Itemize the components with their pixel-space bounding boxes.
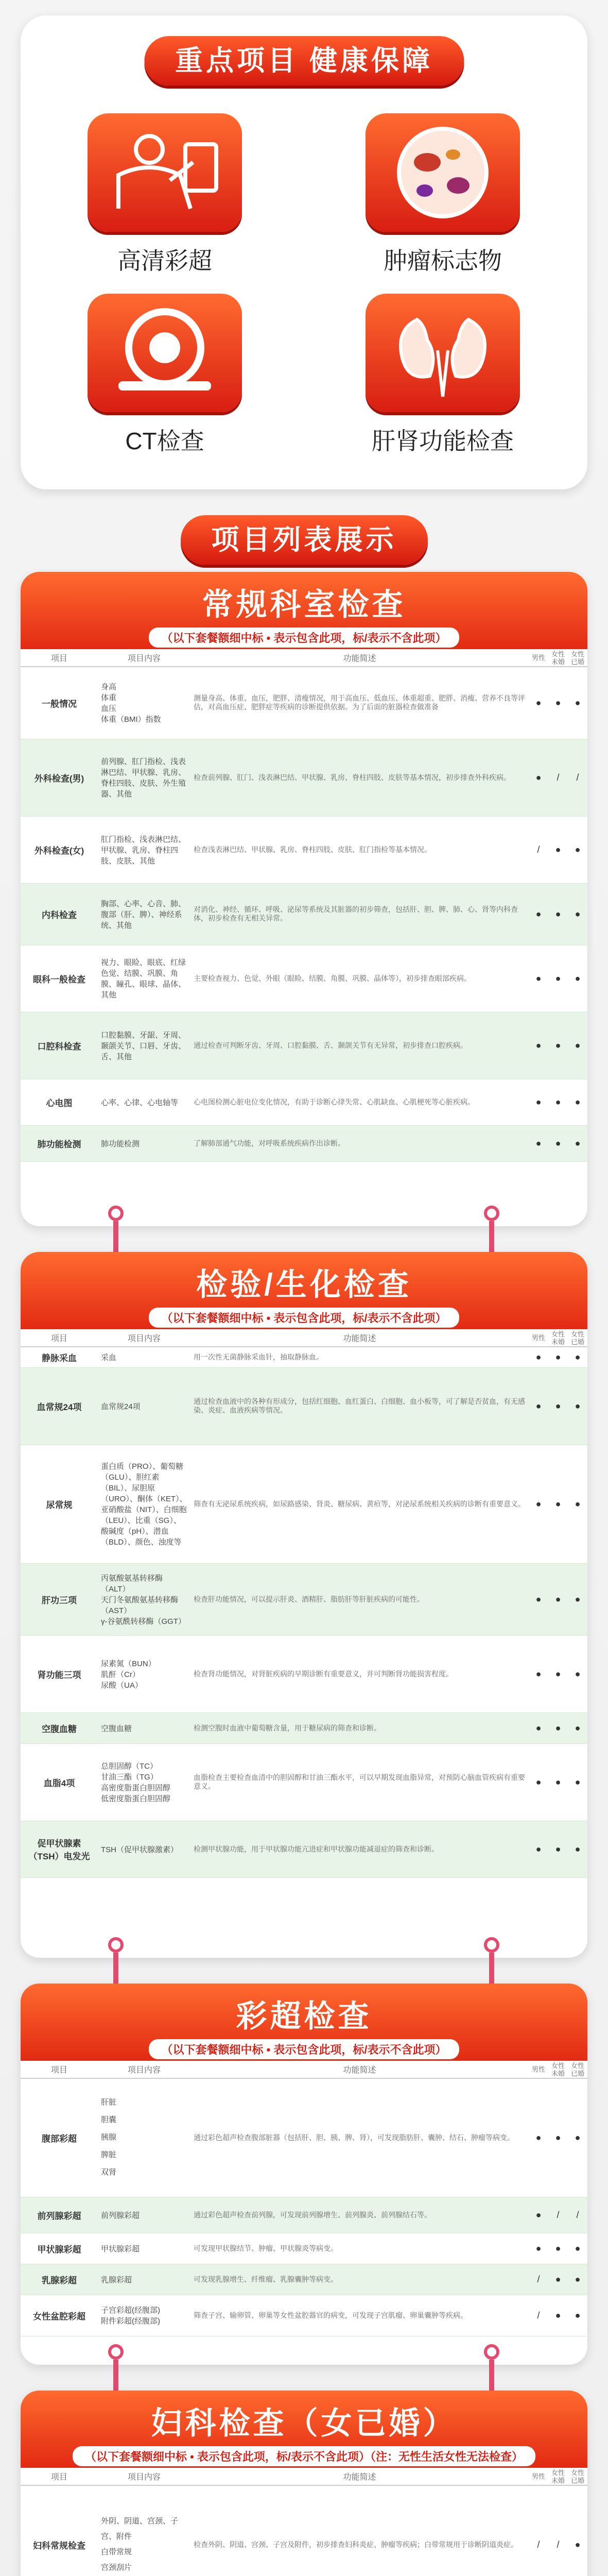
col-female-married: 女性已婚 (568, 649, 587, 667)
liver-kidney-icon (366, 294, 520, 412)
connector-ring (484, 2344, 499, 2360)
section-color-ultrasound (21, 1984, 587, 2365)
key-projects-title: 重点项目 健康保障 (144, 36, 464, 86)
col-female-married: 女性已婚 (568, 2468, 587, 2485)
connector-ring (108, 2344, 124, 2360)
section-header (21, 1252, 587, 1329)
col-project: 项目 (21, 2061, 98, 2078)
col-female-married: 女性已婚 (568, 1329, 587, 1347)
table-row: 腹部彩超 肝脏 胆囊 胰腺 脾脏 双肾 通过彩色超声检查腹部脏器（包括肝、胆、胰、脾、肾），可发现脂肪肝、囊肿、结石、肿瘤等病变。 ● ● ● (21, 2078, 587, 2197)
col-female-unmarried: 女性未婚 (548, 2061, 568, 2078)
col-male: 男性 (529, 2468, 548, 2485)
section-title: 妇科检查（女已婚） (151, 2406, 457, 2441)
tile-label-tumor-marker: 肿瘤标志物 (384, 247, 502, 274)
table-row: 促甲状腺素（TSH）电发光 TSH（促甲状腺激素） 检测甲状腺功能，用于甲状腺功能亢进症和甲状腺功能减退症的筛查和诊断。 ● ● ● (21, 1821, 587, 1877)
table-row: 尿常规 蛋白质（PRO）、葡萄糖（GLU）、胆红素（BIL）、尿胆原（URO）、酮体（KET）、亚硝酸盐（NIT）、白细胞（LEU）、比重（SG）、酸碱度（pH）、潜血（BLD）、颜色、浊度等 筛查有无泌尿系统疾病，如尿路感染、肾炎、糖尿病、黄疸等，对泌尿系统相关疾病的诊断有重要意义。 ● ● ● (21, 1445, 587, 1563)
col-description: 功能简述 (190, 1329, 529, 1347)
table-row: 口腔科检查 口腔黏膜、牙龈、牙周、颞颌关节、口唇、牙齿、舌、其他 通过检查可判断牙齿、牙周、口腔黏膜、舌、颞颌关节有无异常，初步排查口腔疾病。 ● ● ● (21, 1012, 587, 1079)
table-row: 甲状腺彩超 甲状腺彩超 可发现甲状腺结节、肿瘤、甲状腺炎等病变。 ● ● ● (21, 2233, 587, 2264)
connector-ring (484, 1937, 499, 1953)
table-row: 内科检查 胸部、心率、心音、肺、腹部（肝、脾）、神经系统、其他 对消化、神经、循环、呼吸、泌尿等系统及其脏器的初步筛查，包括肝、胆、脾、肺、心、肾等内科查体，初步检查有无相关异常。 ● ● ● (21, 883, 587, 945)
table-header-row (21, 1329, 587, 1347)
table-row: 静脉采血 采血 用一次性无菌静脉采血针，抽取静脉血。 ● ● ● (21, 1347, 587, 1367)
section-routine-exam (21, 572, 587, 1226)
table-row: 肝功三项 丙氨酸氨基转移酶（ALT） 天门冬氨酸氨基转移酶（AST） γ-谷氨酰转移酶（GGT） 检查肝功能情况，可以提示肝炎、酒精肝、脂肪肝等肝脏疾病的可能性。 ● ● ● (21, 1563, 587, 1635)
table-header-row (21, 2468, 587, 2485)
table-row: 前列腺彩超 前列腺彩超 通过彩色超声检查前列腺，可发现前列腺增生、前列腺炎、前列腺结石等。 ● / / (21, 2197, 587, 2233)
col-content: 项目内容 (98, 1329, 190, 1347)
table-row: 外科检查(女) 肛门指检、浅表淋巴结、甲状腺、乳房、脊柱四肢、皮肤、其他 检查浅表淋巴结、甲状腺、乳房、脊柱四肢、皮肤、肛门指检等基本情况。 / ● ● (21, 816, 587, 883)
col-content: 项目内容 (98, 649, 190, 667)
section-title: 彩超检查 (236, 1999, 372, 2033)
col-project: 项目 (21, 2468, 98, 2485)
col-description: 功能简述 (190, 649, 529, 667)
lab-biochem-table (21, 1329, 587, 1878)
col-male: 男性 (529, 1329, 548, 1347)
connector-ring (108, 1206, 124, 1221)
section-title: 常规科室检查 (202, 587, 406, 622)
col-content: 项目内容 (98, 2061, 190, 2078)
table-row: 女性盆腔彩超 子宫彩超(经腹部) 附件彩超(经腹部) 筛查子宫、输卵管、卵巢等女性盆腔器官的病变，可发现子宫肌瘤、卵巢囊肿等疾病。 / ● ● (21, 2295, 587, 2336)
section-note: （以下套餐额细中标 • 表示包含此项，标/表示不含此项） (149, 628, 459, 648)
ultrasound-icon (88, 113, 242, 232)
ct-scanner-icon (88, 294, 242, 412)
table-row: 一般情况 身高 体重 血压 体重（BMI）指数 测量身高、体重、血压，肥胖、清瘦情况，用于高血压、低血压、体重超重、肥胖、消瘦、营养不良等评估，对高血压症、肥胖症等疾病的诊断提供依据。为了后面的脏器检查做准备 ● ● ● (21, 667, 587, 739)
tile-label-ultrasound: 高清彩超 (117, 247, 212, 274)
tumor-marker-icon (366, 113, 520, 232)
key-projects-panel (21, 15, 587, 489)
table-row: 心电图 心率、心律、心电轴等 心电图检测心脏电位变化情况，有助于诊断心律失常、心肌缺血、心肌梗死等心脏疾病。 ● ● ● (21, 1079, 587, 1125)
col-male: 男性 (529, 2061, 548, 2078)
section-lab-biochem (21, 1252, 587, 1958)
col-female-unmarried: 女性未婚 (548, 2468, 568, 2485)
table-row: 妇科常规检查 外阴、阴道、宫颈、子宫、附件 白带常规 宫颈刮片 检查外阴、阴道、宫颈、子宫及附件，初步排查妇科炎症、肿瘤等疾病；白带常规用于诊断阴道炎症。 / / ● (21, 2485, 587, 2576)
table-row: 血常规24项 血常规24项 通过检查血液中的各种有形成分，包括红细胞、血红蛋白、白细胞、血小板等，可了解是否贫血，有无感染、炎症、血液疾病等情况。 ● ● ● (21, 1367, 587, 1445)
section-note: （以下套餐额细中标 • 表示包含此项，标/表示不含此项）（注：无性生活女性无法检查） (73, 2446, 535, 2466)
table-row: 眼科一般检查 视力、眼睑、眼底、红绿色觉、结膜、巩膜、角膜、瞳孔、眼球、晶体、其他 主要检查视力、色觉、外眼（眼睑、结膜、角膜、巩膜、晶体等），初步排查眼部疾病。 ● ● ● (21, 945, 587, 1012)
col-description: 功能简述 (190, 2061, 529, 2078)
table-row: 外科检查(男) 前列腺、肛门指检、浅表淋巴结、甲状腺、乳房、脊柱四肢、皮肤、外生殖器、其他 检查前列腺、肛门、浅表淋巴结、甲状腺、乳房、脊柱四肢、皮肤等基本情况，初步排查外科疾病。 ● / / (21, 739, 587, 816)
col-description: 功能简述 (190, 2468, 529, 2485)
col-female-unmarried: 女性未婚 (548, 649, 568, 667)
table-row: 肾功能三项 尿素氮（BUN） 肌酐（Cr） 尿酸（UA） 检查肾功能情况，对肾脏疾病的早期诊断有重要意义，并可判断肾功能损害程度。 ● ● ● (21, 1635, 587, 1713)
col-content: 项目内容 (98, 2468, 190, 2485)
gynecology-table (21, 2468, 587, 2576)
table-header-row (21, 649, 587, 667)
col-female-unmarried: 女性未婚 (548, 1329, 568, 1347)
table-row: 肺功能检测 肺功能检测 了解肺部通气功能，对呼吸系统疾病作出诊断。 ● ● ● (21, 1125, 587, 1161)
col-male: 男性 (529, 649, 548, 667)
ultrasound-table (21, 2061, 587, 2336)
table-header-row (21, 2061, 587, 2078)
connector-ring (108, 1937, 124, 1953)
section-title: 检验/生化检查 (196, 1267, 412, 1302)
col-project: 项目 (21, 649, 98, 667)
section-note: （以下套餐额细中标 • 表示包含此项，标/表示不含此项） (149, 2039, 459, 2059)
col-female-married: 女性已婚 (568, 2061, 587, 2078)
tile-label-liver-kidney: 肝肾功能检查 (372, 428, 514, 454)
section-header (21, 572, 587, 649)
tile-label-ct: CT检查 (125, 428, 204, 454)
section-note: （以下套餐额细中标 • 表示包含此项，标/表示不含此项） (149, 1308, 459, 1328)
table-row: 血脂4项 总胆固醇（TC） 甘油三酯（TG） 高密度脂蛋白胆固醇 低密度脂蛋白胆固醇 血脂检查主要检查血清中的胆固醇和甘油三酯水平，可以早期发现血脂异常，对预防心脑血管疾病有重要意义。 ● ● ● (21, 1743, 587, 1821)
table-row: 乳腺彩超 乳腺彩超 可发现乳腺增生、纤维瘤、乳腺囊肿等病变。 / ● ● (21, 2264, 587, 2295)
project-list-title: 项目列表展示 (181, 515, 428, 565)
section-header (21, 1984, 587, 2061)
section-header (21, 2391, 587, 2468)
connector-ring (484, 1206, 499, 1221)
routine-exam-table (21, 649, 587, 1162)
table-row: 空腹血糖 空腹血糖 检测空腹时血液中葡萄糖含量，用于糖尿病的筛查和诊断。 ● ● ● (21, 1713, 587, 1743)
section-gynecology (21, 2391, 587, 2576)
col-project: 项目 (21, 1329, 98, 1347)
